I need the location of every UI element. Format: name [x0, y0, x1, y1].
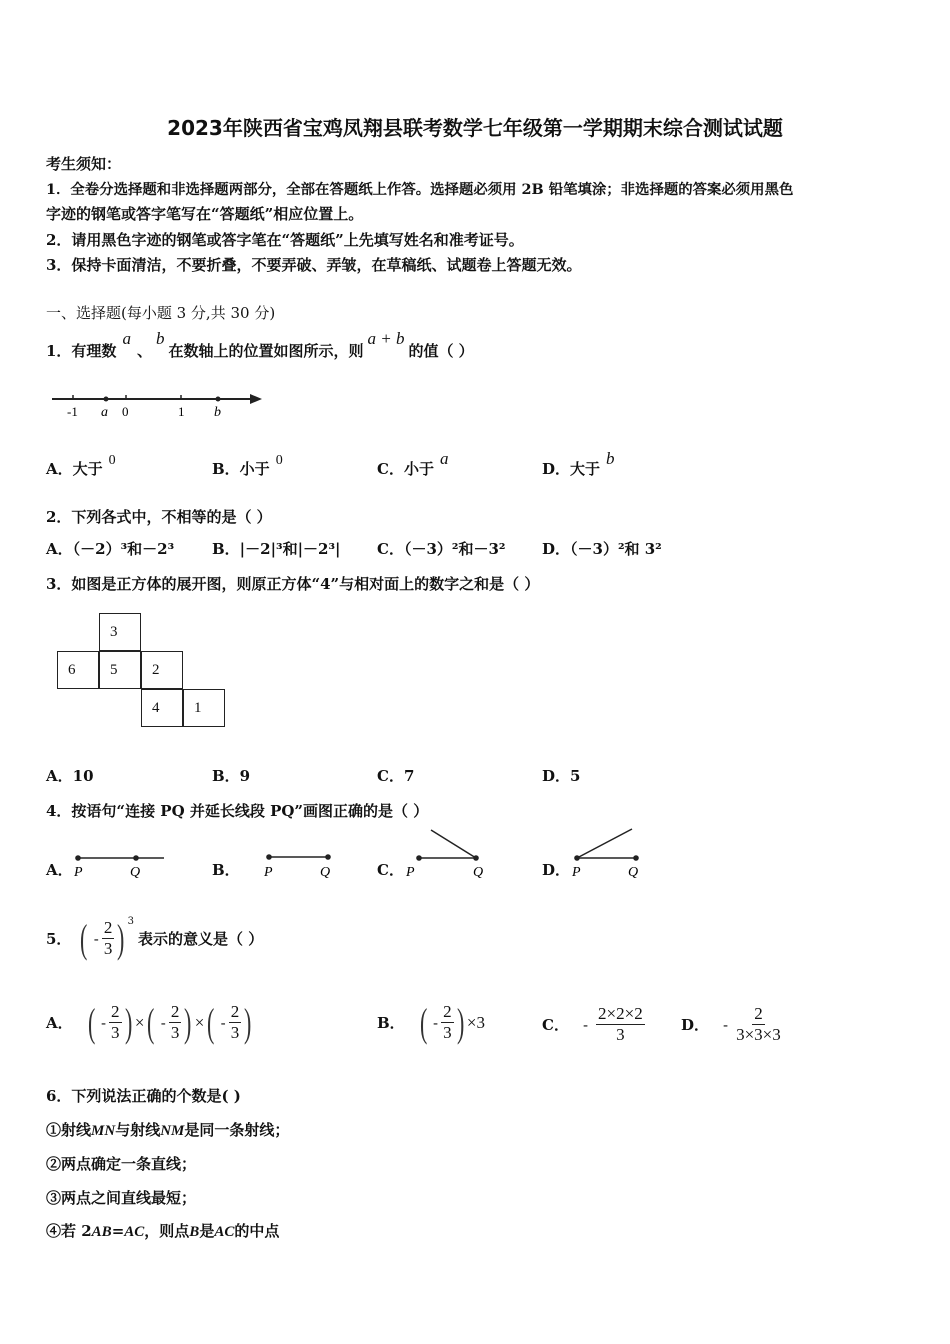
q4b-label-q: Q [320, 865, 331, 880]
q4c-label-q: Q [473, 865, 484, 880]
q5d-den: 3×3×3 [736, 1025, 781, 1044]
q6-s4h: AC [214, 1224, 235, 1240]
q1-option-b-val: 0 [275, 453, 283, 468]
q5-fraction [102, 918, 115, 959]
q3-option-c[interactable]: C．7 [377, 767, 415, 785]
q5b-label: B． [377, 1014, 405, 1032]
q1-stem [46, 329, 474, 361]
q5-option-b[interactable] [377, 999, 486, 1045]
q1-option-c-val: a [439, 449, 449, 468]
q5a-paren-1l: ( [87, 999, 95, 1045]
net-cell-4: 4 [141, 689, 183, 727]
q1-suffix: 的值（ ） [408, 342, 474, 360]
q6-statement-1[interactable] [46, 1119, 289, 1140]
number-line-arrow [250, 394, 262, 404]
q1-option-a-label: A．大于 [46, 460, 103, 478]
q1-option-b[interactable] [212, 453, 283, 479]
q5-num: 5． [46, 930, 72, 948]
label-0: 0 [122, 404, 129, 419]
q6-statement-2[interactable]: ②两点确定一条直线； [46, 1155, 197, 1173]
number-line-figure [46, 385, 276, 425]
q5a-den-2: 3 [170, 1023, 180, 1042]
q1-option-d[interactable] [542, 449, 615, 479]
q5a-label: A． [46, 1014, 73, 1032]
q1-option-d-label: D．大于 [542, 460, 601, 478]
label-neg1: -1 [67, 404, 78, 419]
q4d-label-q: Q [628, 865, 639, 880]
q5-denominator: 3 [103, 939, 113, 958]
q2-stem: 2．下列各式中，不相等的是（ ） [46, 508, 272, 526]
q1-option-d-val: b [606, 449, 615, 468]
q5d-frac [736, 1004, 781, 1045]
q4-stem: 4．按语句“连接 PQ 并延长线段 PQ”画图正确的是（ ） [46, 802, 429, 820]
q1-mid: 在数轴上的位置如图所示，则 [168, 342, 364, 360]
q6-s1b: MN [91, 1123, 116, 1139]
q5a-num-1: 2 [111, 1002, 120, 1021]
q1-sep: 、 [136, 342, 152, 360]
q5a-times-2: × [194, 1012, 205, 1032]
point-a [104, 397, 109, 402]
q2-option-d[interactable]: D．（－3）²和 3² [542, 540, 662, 558]
q4c-label-p: P [406, 865, 415, 880]
q5-exponent: 3 [127, 916, 135, 927]
q4b-point-q [325, 854, 331, 860]
q5c-num: 2×2×2 [598, 1004, 643, 1023]
q3-option-b[interactable]: B．9 [212, 767, 251, 785]
q5d-num: 2 [754, 1004, 763, 1023]
q6-stem: 6．下列说法正确的个数是( ) [46, 1087, 241, 1105]
q6-statement-3[interactable]: ③两点之间直线最短； [46, 1189, 197, 1207]
q5b-num: 2 [443, 1002, 452, 1021]
net-cell-1: 1 [183, 689, 225, 727]
q6-statement-4[interactable] [46, 1220, 279, 1241]
net-cell-5: 5 [99, 651, 141, 689]
net-cell-2: 2 [141, 651, 183, 689]
q1-prefix: 1．有理数 [46, 342, 117, 360]
q5b-frac [441, 1002, 454, 1043]
q5a-den-1: 3 [111, 1023, 120, 1042]
q5-minus: - [93, 929, 99, 948]
q1-option-a-val: 0 [108, 453, 116, 468]
q5-numerator: 2 [103, 918, 113, 937]
label-a: a [101, 405, 108, 420]
q4c-point-q [473, 855, 479, 861]
q4a-point-p [75, 855, 81, 861]
q2-option-a[interactable]: A．（－2）³和－2³ [46, 540, 175, 558]
q5c-minus: - [582, 1015, 589, 1034]
page-title: 2023年陕西省宝鸡凤翔县联考数学七年级第一学期期末综合测试试题 [167, 116, 783, 140]
net-cell-6: 6 [57, 651, 99, 689]
q6-s1d: NM [160, 1123, 185, 1139]
q6-s4i: 的中点 [234, 1222, 280, 1240]
q5c-label: C． [542, 1016, 569, 1034]
q4b-label-p: P [264, 865, 273, 880]
q5d-label: D． [681, 1016, 710, 1034]
label-1: 1 [178, 404, 185, 419]
label-b: b [214, 405, 221, 420]
notice-line-1a: 1．全卷分选择题和非选择题两部分，全部在答题纸上作答。选择题必须用 2B 铅笔填涂；非选择题的答案必须用黑色 [46, 181, 794, 198]
q4a-label-q: Q [130, 865, 141, 880]
q4-option-b-label[interactable]: B． [212, 861, 240, 879]
q6-s4a: ④若 2 [46, 1222, 92, 1240]
notice-line-3: 3．保持卡面清洁，不要折叠，不要弄破、弄皱，在草稿纸、试题卷上答题无效。 [46, 256, 582, 274]
q5a-times-1: × [134, 1012, 145, 1032]
section-heading: 一、选择题(每小题 3 分,共 30 分) [46, 304, 276, 322]
q5a-frac-2 [169, 1002, 182, 1043]
q5-option-c[interactable] [542, 1004, 645, 1045]
q6-s1e: 是同一条射线； [184, 1121, 290, 1139]
q6-s4c: = [111, 1222, 125, 1240]
q5a-paren-3l: ( [207, 999, 215, 1045]
q4-option-a-label[interactable]: A． [46, 861, 73, 879]
q1-option-c-label: C．小于 [377, 460, 434, 478]
q5b-minus: - [433, 1013, 439, 1032]
q6-s1a: ①射线 [46, 1121, 92, 1139]
q4d-point-p [574, 855, 580, 861]
q2-option-c[interactable]: C．（－3）²和－3² [377, 540, 506, 558]
q4c-line-slant [431, 830, 476, 858]
q5b-paren-r: ) [456, 999, 464, 1045]
q4-option-d-label[interactable]: D． [542, 861, 571, 879]
q1-var-a: a [122, 329, 131, 348]
q6-s4f: B [189, 1224, 200, 1240]
q4-option-c-label[interactable]: C． [377, 861, 404, 879]
q5d-minus: - [723, 1015, 729, 1034]
notice-line-1b: 字迹的钢笔或答字笔写在“答题纸”相应位置上。 [46, 205, 364, 223]
q5a-frac-3 [229, 1002, 242, 1043]
q4-figure-a [72, 845, 172, 883]
q1-option-b-label: B．小于 [212, 460, 270, 478]
q4d-point-q [633, 855, 639, 861]
q5a-minus-2: - [160, 1013, 166, 1032]
q6-s4e: ，则点 [144, 1222, 190, 1240]
q5c-den: 3 [616, 1025, 625, 1044]
q5a-paren-2r: ) [184, 999, 192, 1045]
q5c-frac [596, 1004, 645, 1045]
q1-expr: a + b [367, 329, 405, 348]
q5a-frac-1 [109, 1002, 122, 1043]
q5-right-paren: ) [117, 915, 125, 961]
q4a-point-q [133, 855, 139, 861]
q4d-label-p: P [572, 865, 581, 880]
q5-suffix: 表示的意义是（ ） [138, 930, 264, 948]
q5-stem [46, 915, 264, 961]
q4a-label-p: P [74, 865, 83, 880]
q1-var-b: b [155, 329, 165, 348]
q5a-paren-2l: ( [147, 999, 155, 1045]
q6-s1c: 与射线 [115, 1121, 161, 1139]
q1-option-a[interactable] [46, 453, 116, 479]
point-b [216, 397, 221, 402]
notice-line-2: 2．请用黑色字迹的钢笔或答字笔在“答题纸”上先填写姓名和准考证号。 [46, 231, 524, 249]
q4-figure-b [262, 845, 342, 883]
q5b-tail: ×3 [466, 1012, 486, 1032]
q5-left-paren: ( [80, 915, 88, 961]
q4d-line-slant [577, 829, 632, 858]
q4-figure-c [403, 826, 503, 883]
q5a-minus-1: - [100, 1013, 107, 1032]
q5b-den: 3 [443, 1023, 452, 1042]
q6-s4b: AB [91, 1224, 112, 1240]
net-cell-3: 3 [99, 613, 141, 651]
q5a-den-3: 3 [230, 1023, 240, 1042]
q5a-minus-3: - [220, 1013, 226, 1032]
q3-option-a[interactable]: A．10 [46, 767, 94, 785]
q5a-num-3: 2 [230, 1002, 240, 1021]
q6-s4g: 是 [199, 1222, 215, 1240]
q1-option-c[interactable] [377, 449, 449, 479]
q3-stem: 3．如图是正方体的展开图，则原正方体“4”与相对面上的数字之和是（ ） [46, 575, 540, 593]
q5b-paren-l: ( [419, 999, 428, 1045]
q4-figure-d [570, 826, 650, 883]
q6-s4d: AC [124, 1224, 145, 1240]
q2-option-b[interactable]: B．|－2|³和|－2³| [212, 540, 341, 558]
notice-heading: 考生须知： [46, 155, 122, 173]
q5a-paren-1r: ) [124, 999, 132, 1045]
q5-option-a[interactable] [46, 999, 255, 1045]
q4c-point-p [416, 855, 422, 861]
q5-option-d[interactable] [681, 1004, 781, 1045]
q4b-point-p [266, 854, 272, 860]
q3-option-d[interactable]: D．5 [542, 767, 581, 785]
q5a-num-2: 2 [170, 1002, 180, 1021]
q5a-paren-3r: ) [244, 999, 252, 1045]
